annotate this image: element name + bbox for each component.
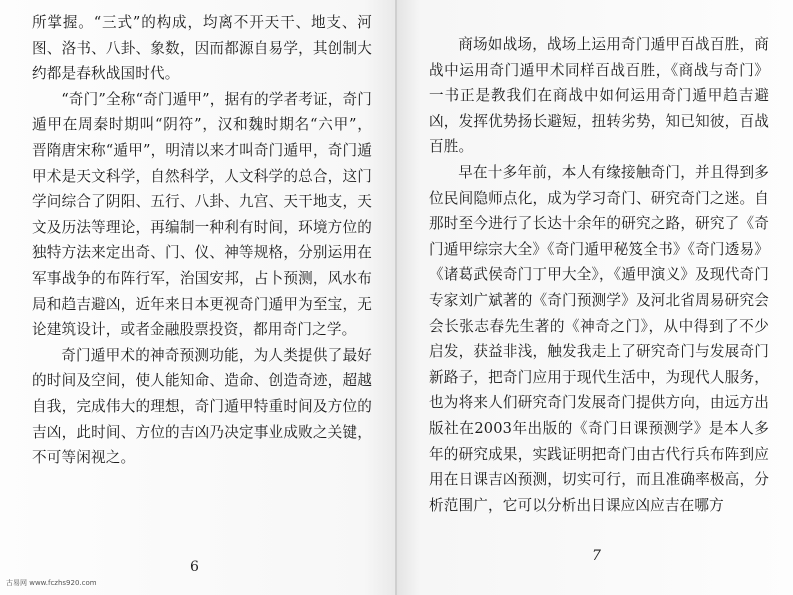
right-paragraph-2: 早在十多年前，本人有缘接触奇门，并且得到多位民间隐师点化，成为学习奇门、研究奇门之迷。自那时至今进行了长达十余年的研究之路，研究了《奇门遁甲综宗大全》《奇门遁甲秘笈全书》《奇门透易》《诸葛武侯奇门丁甲大全》，《遁甲演义》及现代奇门专家刘广斌著的《奇门预测学》及河北省周易研究会会长张志春先生著的《神奇之门》，从中得到了不少启发，获益非浅，触发我走上了研究奇门与发展奇门新路子，把奇门应用于现代生活中，为现代人服务，也为将来人们研究奇门发展奇门提供方向，由远方出版社在2003年出版的《奇门日课预测学》是本人多年的研究成果，实践证明把奇门由古代行兵布阵到应用在日课吉凶预测，切实可行，而且准确率极高，分析范围广，它可以分析出日课应凶应吉在哪方 [429, 163, 769, 514]
right-paragraph-1: 商场如战场，战场上运用奇门遁甲百战百胜，商战中运用奇门遁甲术同样百战百胜，《商战与奇门》一书正是教我们在商战中如何运用奇门遁甲趋吉避凶，发挥优势扬长避短，扭转劣势，知已知彼，百战百胜。 [429, 36, 769, 156]
right-page-text [429, 32, 769, 518]
left-page-number: 6 [190, 559, 199, 575]
left-paragraph-3: 奇门遁甲术的神奇预测功能，为人类提供了最好的时间及空间，使人能知命、造命、创造奇迹，超越自我，完成伟大的理想，奇门遁甲特重时间及方位的吉凶，此时间、方位的吉凶乃决定事业成败之关键，不可等闲视之。 [32, 346, 372, 467]
left-page-text [32, 10, 372, 471]
left-paragraph-2: “奇门”全称“奇门遁甲”，据有的学者考证，奇门遁甲在周秦时期叫“阴符”，汉和魏时期名“六甲”，晋隋唐宋称“遁甲”，明清以来才叫奇门遁甲，奇门遁甲术是天文科学，自然科学，人文科学的总合，这门学问综合了阴阳、五行、八卦、九宫、天干地支，天文及历法等理论，再编制一种利有时间，环境方位的独特方法来定出奇、门、仪、神等规格，分别运用在军事战争的布阵行军，治国安邦，占卜预测，风水布局和趋吉避凶，近年来日本更视奇门遁甲为至宝，无论建筑设计，或者金融股票投资，都用奇门之学。 [32, 90, 372, 339]
left-page [0, 0, 396, 595]
right-page [397, 0, 793, 595]
right-page-number: 7 [592, 548, 601, 564]
site-watermark: 古易网 www.fczhs920.com [6, 579, 97, 587]
left-paragraph-1: 所掌握。“三式”的构成，均离不开天干、地支、河图、洛书、八卦、象数，因而都源自易学，其创制大约都是春秋战国时代。 [32, 14, 372, 83]
